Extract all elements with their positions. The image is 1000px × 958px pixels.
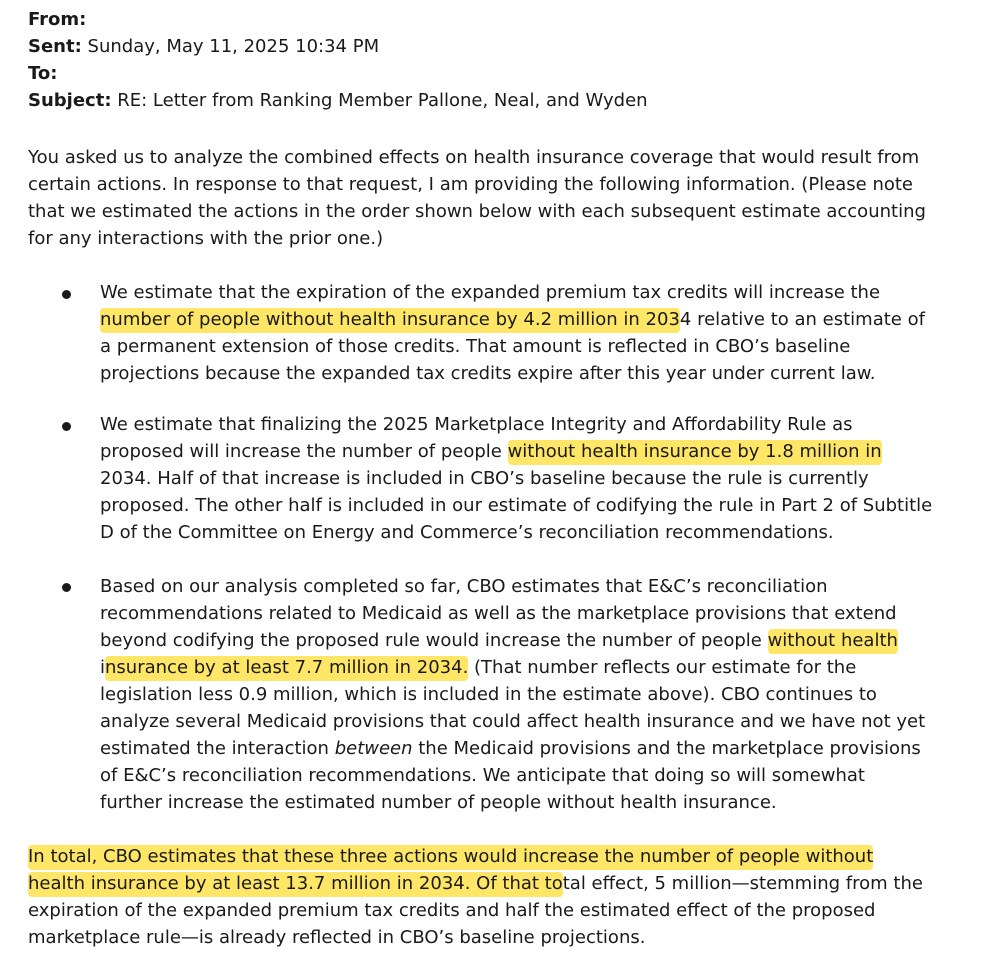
bullet-point [62, 422, 71, 431]
text-run: i [100, 657, 106, 678]
total-paragraph [28, 843, 988, 951]
text-run: the Medicaid provisions and the marketplace provisions [412, 738, 921, 759]
highlight: without health insurance by 1.8 million in [508, 440, 882, 465]
bullet-point [62, 583, 71, 592]
text-run: proposed will increase the number of people [100, 441, 508, 462]
emphasis: between [334, 738, 413, 759]
highlight: health insurance by at least 13.7 million in 2034. Of that to [28, 872, 563, 897]
subject-label: Subject: [28, 90, 112, 111]
intro-line: that we estimated the actions in the order shown below with each subsequent estimate accounting [28, 201, 926, 222]
total-line [28, 843, 988, 870]
text-run: estimated the interaction [100, 738, 335, 759]
bullet-line: further increase the estimated number of people without health insurance. [100, 792, 777, 813]
bullet-line: a permanent extension of those credits. That amount is reflected in CBO’s baseline [100, 336, 851, 357]
bullet-point [62, 290, 71, 299]
bullet-line: 2034. Half of that increase is included in CBO’s baseline because the rule is currently [100, 468, 869, 489]
text-run: beyond codifying the proposed rule would increase the number of people [100, 630, 768, 651]
total-line: marketplace rule—is already reflected in CBO’s baseline projections. [28, 927, 646, 948]
subject-row [28, 87, 648, 114]
intro-line: certain actions. In response to that request, I am providing the following information. (Please note [28, 174, 914, 195]
bullet-line: analyze several Medicaid provisions that could affect health insurance and we have not yet [100, 711, 926, 732]
to-row [28, 60, 57, 87]
bullet-line: proposed. The other half is included in our estimate of codifying the rule in Part 2 of Subtitle [100, 495, 933, 516]
text-run: (That number reflects our estimate for the [468, 657, 857, 678]
total-line: expiration of the expanded premium tax credits and half the estimated effect of the proposed [28, 900, 876, 921]
total-line [28, 870, 988, 897]
bullet-line: recommendations related to Medicaid as well as the marketplace provisions that extend [100, 603, 897, 624]
highlight: without health [768, 629, 898, 654]
bullet-line: of E&C’s reconciliation recommendations. We anticipate that doing so will somewhat [100, 765, 865, 786]
bullet-line [100, 306, 980, 333]
bullet-line: legislation less 0.9 million, which is included in the estimate above). CBO continues to [100, 684, 877, 705]
bullet-line: D of the Committee on Energy and Commerce’s reconciliation recommendations. [100, 522, 834, 543]
text-run: 4 relative to an estimate of [679, 309, 925, 330]
bullet-line: We estimate that the expiration of the expanded premium tax credits will increase the [100, 282, 881, 303]
bullet-line: We estimate that finalizing the 2025 Marketplace Integrity and Affordability Rule as [100, 414, 853, 435]
from-label: From: [28, 9, 87, 30]
highlight: nsurance by at least 7.7 million in 2034. [105, 656, 468, 681]
sent-value: Sunday, May 11, 2025 10:34 PM [87, 36, 380, 57]
highlight: number of people without health insurance by 4.2 million in 203 [100, 308, 680, 333]
intro-line: You asked us to analyze the combined effects on health insurance coverage that would result from [28, 147, 920, 168]
from-row [28, 6, 86, 33]
bullet-line [100, 654, 980, 681]
sent-row [28, 33, 379, 60]
bullet-line: Based on our analysis completed so far, CBO estimates that E&C’s reconciliation [100, 576, 828, 597]
intro-line: for any interactions with the prior one.) [28, 228, 384, 249]
intro-paragraph [28, 144, 988, 252]
subject-value: RE: Letter from Ranking Member Pallone, Neal, and Wyden [117, 90, 648, 111]
bullet-line [100, 735, 980, 762]
text-run: tal effect, 5 million—stemming from the [562, 873, 923, 894]
to-label: To: [28, 63, 58, 84]
bullet-line [100, 627, 980, 654]
bullet-line [100, 438, 980, 465]
bullet-item-marketplace-rule [100, 411, 980, 546]
sent-label: Sent: [28, 36, 82, 57]
bullet-line: projections because the expanded tax credits expire after this year under current law. [100, 363, 876, 384]
bullet-item-medicaid [100, 573, 980, 816]
bullet-item-expiration [100, 279, 980, 387]
highlight: In total, CBO estimates that these three actions would increase the number of people without [28, 845, 873, 870]
